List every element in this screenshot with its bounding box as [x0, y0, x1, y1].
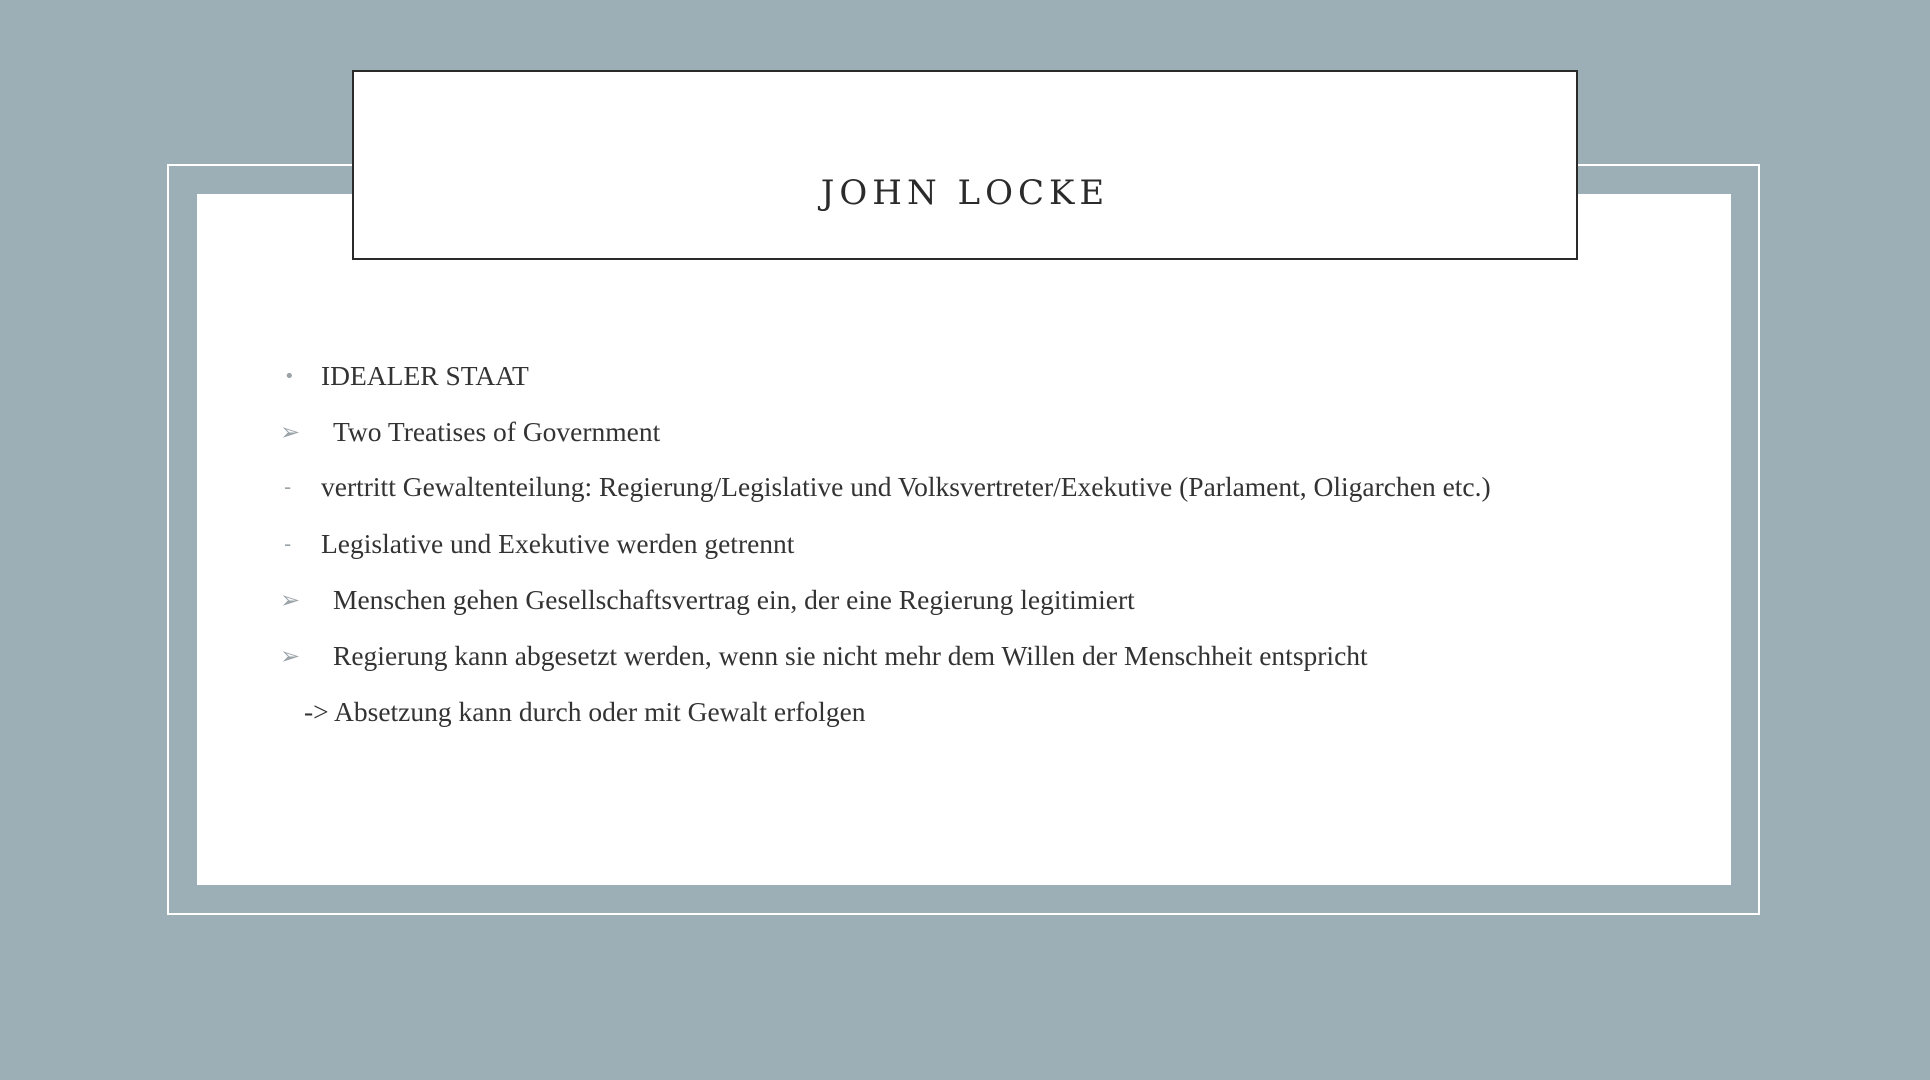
bullet-item: [280, 580, 1135, 620]
bullet-text: -> Absetzung kann durch oder mit Gewalt erfolgen: [304, 696, 866, 727]
bullet-text: vertritt Gewaltenteilung: Regierung/Legislative und Volksvertreter/Exekutive (Parlament, Oligarchen etc.): [321, 471, 1491, 502]
bullet-item: [280, 356, 529, 396]
bullet-text: Legislative und Exekutive werden getrennt: [321, 528, 795, 559]
bullet-item: [280, 692, 866, 732]
slide-title: JOHN LOCKE: [820, 173, 1110, 213]
arrow-bullet-icon: ➢: [280, 642, 301, 670]
bullet-text: Two Treatises of Government: [333, 416, 661, 447]
arrow-bullet-icon: ➢: [280, 418, 301, 446]
arrow-bullet-icon: ➢: [280, 586, 301, 614]
dash-bullet-icon: -: [284, 532, 292, 556]
title-box: [352, 70, 1578, 260]
dash-bullet-icon: -: [284, 475, 292, 499]
bullet-item: [280, 636, 1368, 676]
bullet-item: [280, 524, 794, 564]
bullet-item: [280, 412, 660, 452]
bullet-text: IDEALER STAAT: [321, 360, 529, 391]
bullet-item: [280, 467, 1491, 507]
bullet-dot-icon: •: [284, 365, 295, 387]
bullet-text: Menschen gehen Gesellschaftsvertrag ein, der eine Regierung legitimiert: [333, 584, 1135, 615]
bullet-text: Regierung kann abgesetzt werden, wenn sie nicht mehr dem Willen der Menschheit entspricht: [333, 640, 1368, 671]
